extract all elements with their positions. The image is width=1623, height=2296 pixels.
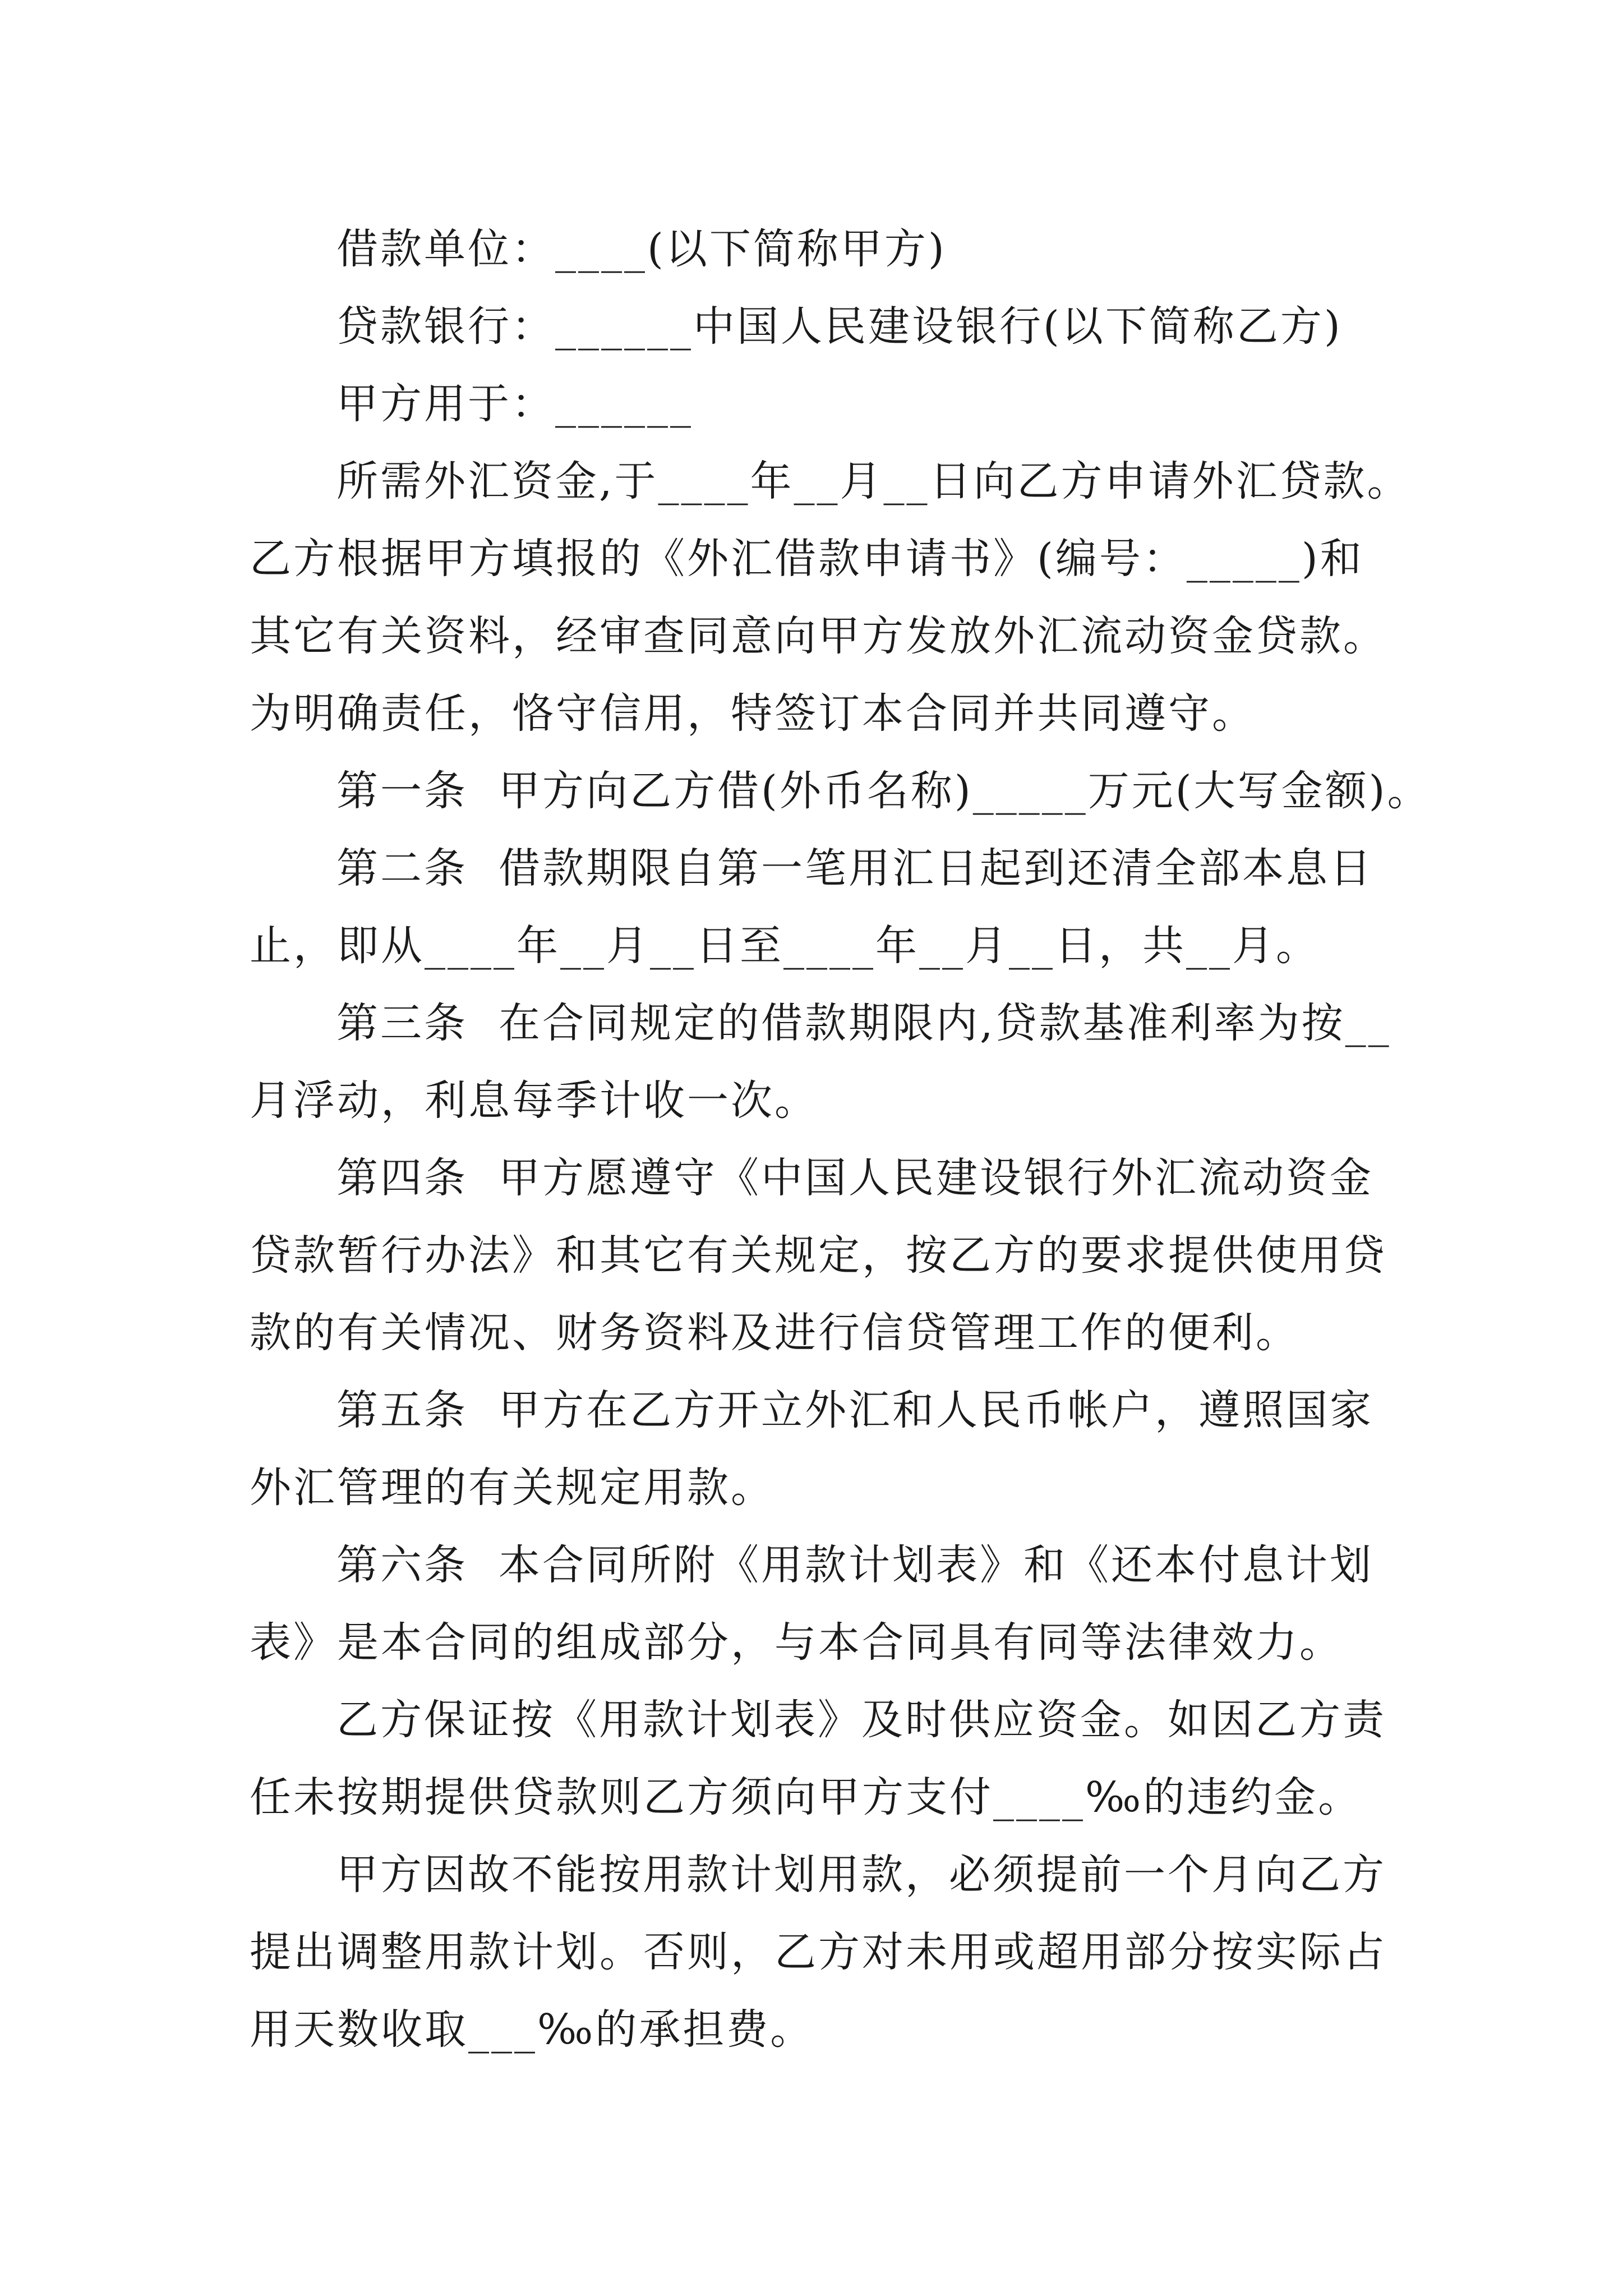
line-lending-bank: 贷款银行：______中国人民建设银行(以下简称乙方) [336,302,1343,351]
line-article-4-cont-2: 款的有关情况、财务资料及进行信贷管理工作的便利。 [250,1309,1299,1357]
line-article-6: 第六条 本合同所附《用款计划表》和《还本付息计划 [336,1541,1374,1589]
contract-body [250,210,1483,2068]
line-article-1: 第一条 甲方向乙方借(外币名称)_____万元(大写金额)。 [336,767,1431,815]
line-article-2: 第二条 借款期限自第一笔用汇日起到还清全部本息日 [336,844,1374,892]
line-purpose: 甲方用于：______ [336,380,693,428]
line-article-3: 第三条 在合同规定的借款期限内,贷款基准利率为按__ [336,999,1391,1047]
line-article-4-cont-1: 贷款暂行办法》和其它有关规定，按乙方的要求提供使用贷 [250,1231,1387,1280]
line-application: 所需外汇资金,于____年__月__日向乙方申请外汇贷款。 [336,457,1411,505]
line-article-2-cont: 止，即从____年__月__日至____年__月__日，共__月。 [250,922,1320,970]
line-article-3-cont: 月浮动，利息每季计收一次。 [250,1076,818,1125]
line-application-cont-3: 为明确责任，恪守信用，特签订本合同并共同遵守。 [250,689,1256,738]
line-article-5: 第五条 甲方在乙方开立外汇和人民币帐户，遵照国家 [336,1386,1374,1434]
line-borrower: 借款单位：____(以下简称甲方) [336,225,947,273]
line-application-cont-2: 其它有关资料，经审查同意向甲方发放外汇流动资金贷款。 [250,612,1387,660]
line-article-6-cont: 表》是本合同的组成部分，与本合同具有同等法律效力。 [250,1618,1343,1667]
line-article-5-cont: 外汇管理的有关规定用款。 [250,1464,774,1512]
line-application-cont-1: 乙方根据甲方填报的《外汇借款申请书》(编号：_____)和 [250,535,1364,583]
line-supply-guarantee-cont: 任未按期提供贷款则乙方须向甲方支付____‰的违约金。 [250,1773,1362,1821]
line-article-4: 第四条 甲方愿遵守《中国人民建设银行外汇流动资金 [336,1154,1374,1202]
line-supply-guarantee: 乙方保证按《用款计划表》及时供应资金。如因乙方责 [336,1696,1386,1744]
line-adjustment-cont-1: 提出调整用款计划。否则，乙方对未用或超用部分按实际占 [250,1928,1387,1976]
line-adjustment: 甲方因故不能按用款计划用款，必须提前一个月向乙方 [336,1851,1386,1899]
line-adjustment-cont-2: 用天数收取___‰的承担费。 [250,2005,814,2054]
